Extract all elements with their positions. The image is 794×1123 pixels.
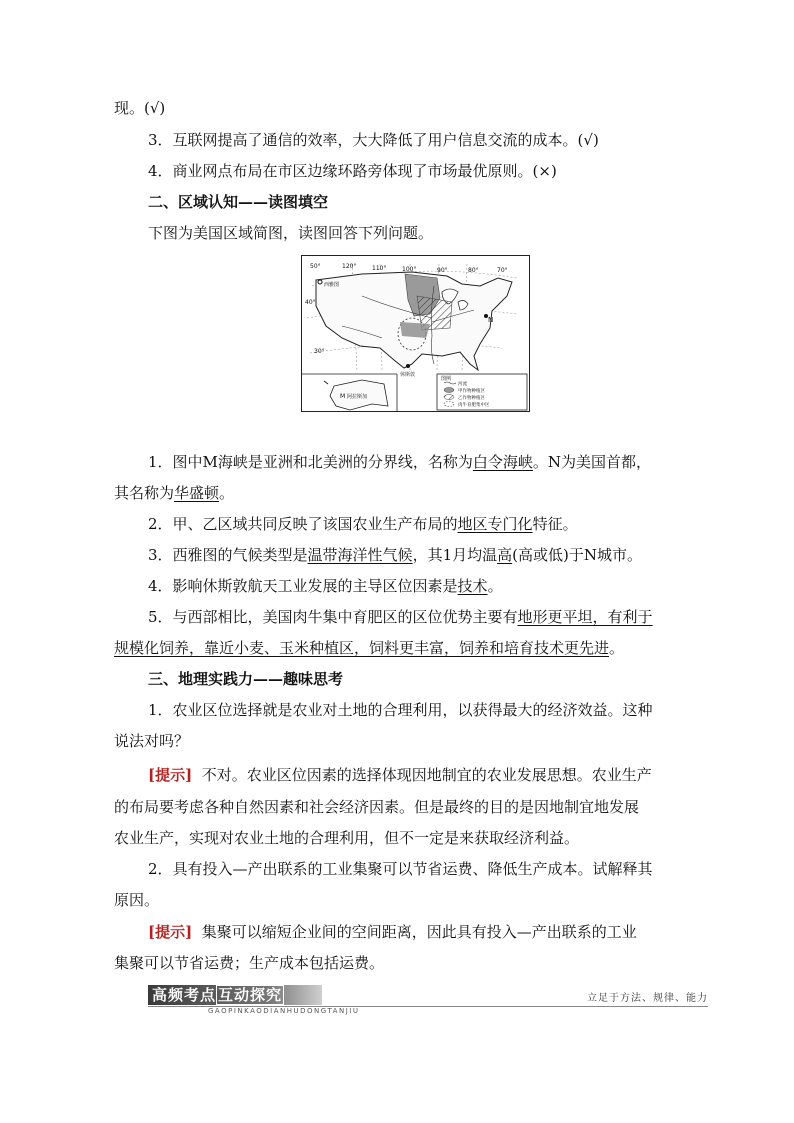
alaska-label: 阿拉斯加 <box>347 394 368 400</box>
banner-tagline: 立足于方法、规律、能力 <box>587 993 708 1004</box>
question-line: 4．影响休斯敦航天工业发展的主导区位因素是技术。 <box>148 577 503 595</box>
hint-label: [提示] <box>148 766 193 784</box>
legend-item: 甲作物种植区 <box>458 389 485 394</box>
legend-item: 乙作物种植区 <box>458 396 485 401</box>
text-line: 说法对吗？ <box>114 732 190 750</box>
section-heading: 二、区域认知——读图填空 <box>148 193 329 211</box>
banner-pinyin: GAOPINKAODIANHUDONGTANJIU <box>208 1007 360 1015</box>
city-label-houston: 休斯敦 <box>400 372 416 378</box>
legend-item: 河流 <box>458 382 467 387</box>
strait-m-label: M <box>340 393 346 400</box>
text-line: 下图为美国区域简图，读图回答下列问题。 <box>148 224 434 242</box>
question-line: 其名称为华盛顿。 <box>114 484 235 502</box>
answer-text: 规模化饲养，靠近小麦、玉米种植区，饲料更丰富，饲养和培育技术更先进 <box>114 639 610 657</box>
point-n-label: N <box>488 316 494 324</box>
text-line: 原因。 <box>114 891 160 909</box>
lon-label: 70° <box>497 267 508 274</box>
text-line: 的布局要考虑各种自然因素和社会经济因素。但是最终的目的是因地制宜地发展 <box>114 798 640 816</box>
lon-label: 120° <box>342 263 357 270</box>
lon-label: 100° <box>402 266 417 273</box>
legend-item: 肉牛育肥集中区 <box>458 403 490 408</box>
answer-text: 白令海峡 <box>472 453 533 471</box>
section-heading: 三、地理实践力——趣味思考 <box>148 670 344 688</box>
text-line: 1．农业区位选择就是农业对土地的合理利用，以获得最大的经济效益。这种 <box>148 701 653 719</box>
text-line: 现。(√) <box>114 99 166 117</box>
text-line: 集聚可以节省运费；生产成本包括运费。 <box>114 954 385 972</box>
answer-text: 技术 <box>457 577 488 595</box>
hint-line: [提示] 不对。农业区位因素的选择体现因地制宜的农业发展思想。农业生产 <box>148 766 652 784</box>
question-line: 2．甲、乙区域共同反映了该国农业生产布局的地区专门化特征。 <box>148 515 578 533</box>
text-line: 3．互联网提高了通信的效率，大大降低了用户信息交流的成本。(√) <box>148 131 599 149</box>
lon-label: 50° <box>310 263 321 270</box>
answer-text: 地形更平坦，有利于 <box>517 608 653 626</box>
answer-text: 温带海洋性气候 <box>307 546 413 564</box>
question-line: 5．与西部相比，美国肉牛集中育肥区的区位优势主要有地形更平坦，有利于 <box>148 608 653 626</box>
answer-text: 高 <box>497 546 513 564</box>
section-banner <box>148 985 708 1015</box>
legend-title: 图例 <box>441 376 452 382</box>
lon-label: 90° <box>437 267 448 274</box>
lat-label: 40° <box>305 299 316 306</box>
usa-map-figure <box>301 255 530 412</box>
hint-line: [提示] 集聚可以缩短企业间的空间距离，因此具有投入—产出联系的工业 <box>148 923 637 941</box>
lon-label: 110° <box>372 265 387 272</box>
text-line: 2．具有投入—产出联系的工业集聚可以节省运费、降低生产成本。试解释其 <box>148 860 653 878</box>
text-line: 4．商业网点布局在市区边缘环路旁体现了市场最优原则。(×) <box>148 162 557 180</box>
hint-label: [提示] <box>148 923 193 941</box>
lon-label: 80° <box>468 267 479 274</box>
question-line: 3．西雅图的气候类型是温带海洋性气候，其1月均温高(高或低)于N城市。 <box>148 546 642 564</box>
city-label-seattle: 西雅图 <box>324 282 340 288</box>
text-line: 农业生产，实现对农业土地的合理利用，但不一定是来获取经济利益。 <box>114 829 580 847</box>
answer-text: 地区专门化 <box>457 515 533 533</box>
question-line: 规模化饲养，靠近小麦、玉米种植区，饲料更丰富，饲养和培育技术更先进。 <box>114 639 625 657</box>
lat-label: 30° <box>314 348 325 355</box>
answer-text: 华盛顿 <box>174 484 220 502</box>
question-line: 1．图中M海峡是亚洲和北美洲的分界线，名称为白令海峡。N为美国首都， <box>148 453 652 471</box>
banner-title: 高频考点 互动探究 <box>148 985 322 1005</box>
